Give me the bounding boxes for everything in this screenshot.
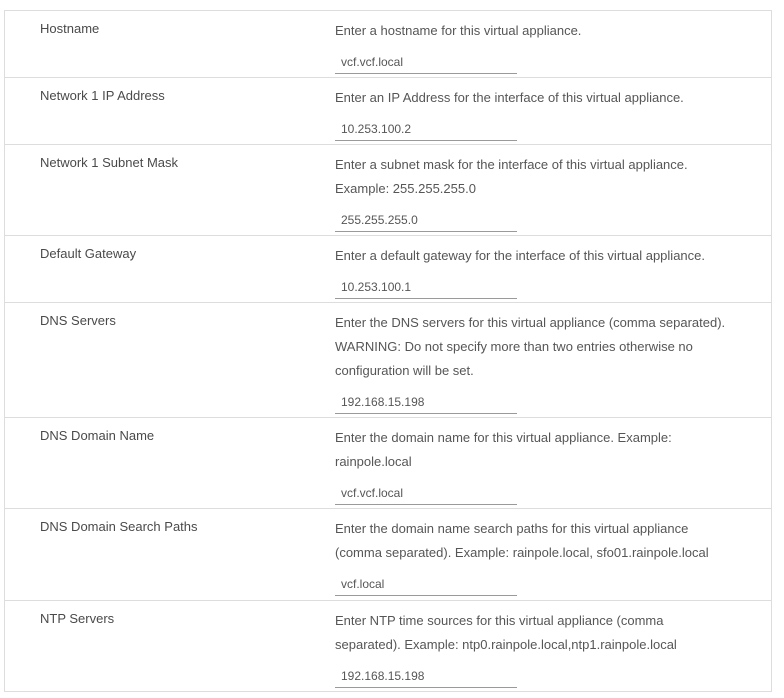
network-properties-panel xyxy=(4,10,772,692)
property-row-default-gateway xyxy=(5,236,771,303)
description-line: Enter the domain name search paths for this virtual appliance xyxy=(335,521,689,536)
description-warning-line: WARNING: Do not specify more than two entries otherwise no xyxy=(335,339,693,354)
ntp-servers-label: NTP Servers xyxy=(40,611,115,626)
ip-address-input[interactable] xyxy=(335,119,511,139)
property-row-dns-servers xyxy=(5,303,771,418)
dns-domain-name-description xyxy=(335,426,765,474)
dns-domain-name-label: DNS Domain Name xyxy=(40,428,155,443)
description-line: Enter the domain name for this virtual appliance. Example: xyxy=(335,430,672,445)
dns-search-paths-label: DNS Domain Search Paths xyxy=(40,519,198,534)
description-line: Enter NTP time sources for this virtual appliance (comma xyxy=(335,613,664,628)
property-row-dns-search-paths xyxy=(5,509,771,601)
dns-servers-field-wrapper xyxy=(335,392,517,414)
default-gateway-input[interactable] xyxy=(335,277,511,297)
description-line: Enter a subnet mask for the interface of this virtual appliance. xyxy=(335,157,688,172)
dns-servers-description xyxy=(335,311,765,383)
hostname-field-wrapper xyxy=(335,52,517,74)
subnet-mask-description xyxy=(335,153,765,201)
subnet-mask-field-wrapper xyxy=(335,210,517,232)
dns-search-paths-field-wrapper xyxy=(335,574,517,596)
hostname-description xyxy=(335,19,765,43)
default-gateway-label: Default Gateway xyxy=(40,246,137,261)
property-row-ip-address xyxy=(5,78,771,145)
ntp-servers-input[interactable] xyxy=(335,666,511,686)
default-gateway-description xyxy=(335,244,765,268)
property-row-hostname xyxy=(5,11,771,78)
description-line: Enter a hostname for this virtual appliance. xyxy=(335,23,582,38)
description-line: Enter the DNS servers for this virtual appliance (comma separated). xyxy=(335,315,726,330)
subnet-mask-input[interactable] xyxy=(335,210,511,230)
subnet-mask-label: Network 1 Subnet Mask xyxy=(40,155,179,170)
description-line: rainpole.local xyxy=(335,454,412,469)
dns-domain-name-input[interactable] xyxy=(335,483,511,503)
dns-search-paths-description xyxy=(335,517,765,565)
description-line: separated). Example: ntp0.rainpole.local,ntp1.rainpole.local xyxy=(335,637,677,652)
dns-servers-input[interactable] xyxy=(335,392,511,412)
ip-address-label: Network 1 IP Address xyxy=(40,88,165,103)
property-row-ntp-servers xyxy=(5,601,771,691)
dns-search-paths-input[interactable] xyxy=(335,574,511,594)
property-row-dns-domain-name xyxy=(5,418,771,509)
ip-address-description xyxy=(335,86,765,110)
dns-domain-name-field-wrapper xyxy=(335,483,517,505)
ntp-servers-description xyxy=(335,609,765,657)
description-line: Enter an IP Address for the interface of this virtual appliance. xyxy=(335,90,684,105)
description-line: Example: 255.255.255.0 xyxy=(335,181,476,196)
default-gateway-field-wrapper xyxy=(335,277,517,299)
description-line: configuration will be set. xyxy=(335,363,474,378)
dns-servers-label: DNS Servers xyxy=(40,313,116,328)
description-line: Enter a default gateway for the interface of this virtual appliance. xyxy=(335,248,705,263)
property-row-subnet-mask xyxy=(5,145,771,236)
ip-address-field-wrapper xyxy=(335,119,517,141)
ntp-servers-field-wrapper xyxy=(335,666,517,688)
hostname-label: Hostname xyxy=(40,21,100,36)
description-line: (comma separated). Example: rainpole.local, sfo01.rainpole.local xyxy=(335,545,709,560)
hostname-input[interactable] xyxy=(335,52,511,72)
